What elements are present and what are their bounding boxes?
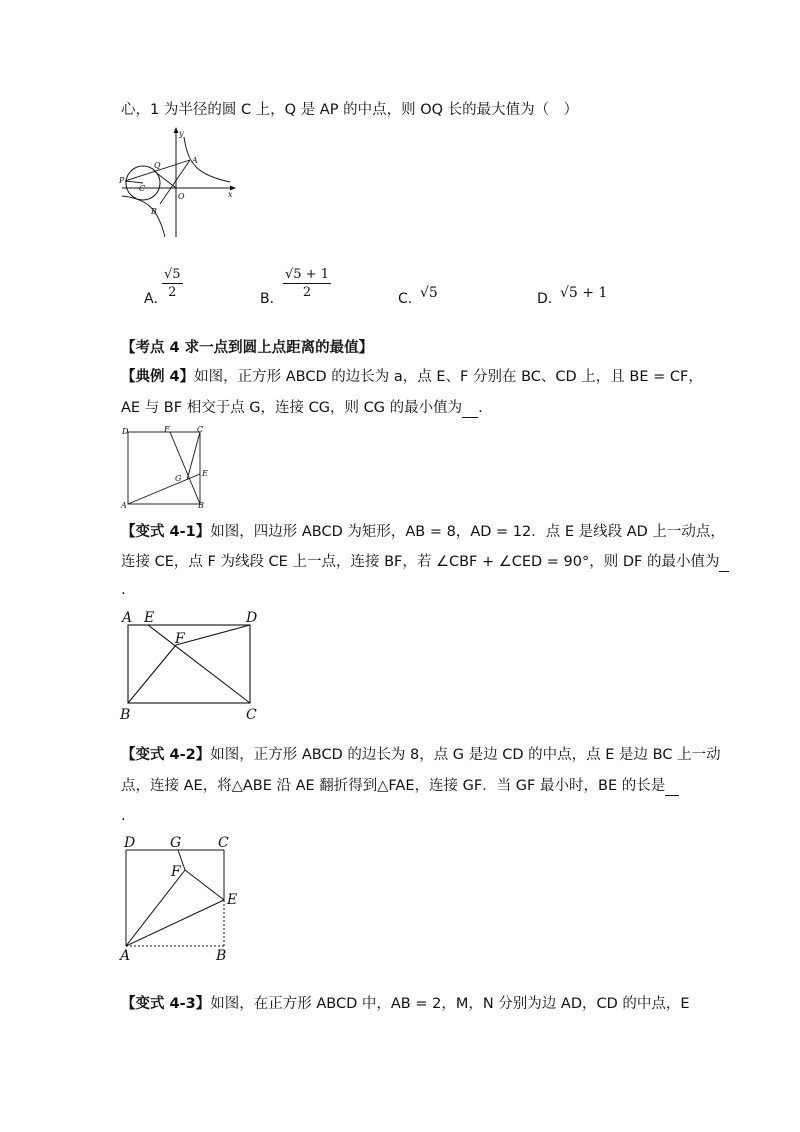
option-a-letter: A． (144, 291, 168, 307)
fig1-label-x: x (228, 190, 233, 199)
fig3-label-f: F (175, 631, 185, 647)
fig4-label-f: F (171, 864, 181, 880)
v42-tag: 【变式 4-2】 (121, 747, 211, 763)
v42-answer-blank (665, 781, 679, 796)
option-d-letter: D． (537, 291, 562, 307)
option-a-numerator: √5 (164, 267, 181, 282)
example4-text-2-end: . (478, 400, 483, 416)
fig2-label-a: A (121, 501, 127, 510)
fig2-label-f: F (164, 425, 170, 434)
v41-tag: 【变式 4-1】 (121, 524, 211, 540)
v41-text-2: 连接 CE，点 F 为线段 CE 上一点，连接 BF，若 ∠CBF + ∠CED = 90°，则 DF 的最小值为 (121, 554, 720, 570)
v43-text-1: 如图，在正方形 ABCD 中，AB = 2，M，N 分别为边 AD，CD 的中点，E (210, 996, 690, 1012)
v41-line-1 (121, 522, 725, 542)
coordinate-circle-figure (118, 125, 238, 240)
fig1-label-o: O (178, 192, 185, 201)
fig4-label-a: A (120, 948, 131, 962)
option-a-fraction (162, 267, 183, 300)
v42-line-2 (121, 776, 679, 796)
fig3-label-a: A (122, 610, 133, 626)
option-c-letter: C． (398, 291, 422, 307)
v42-line-1 (121, 745, 721, 765)
fig3-label-d: D (246, 610, 258, 626)
fig3-label-e: E (144, 610, 155, 626)
v41-text-1: 如图，四边形 ABCD 为矩形，AB = 8，AD = 12．点 E 是线段 AD 上一动点， (210, 524, 725, 540)
fig2-label-e: E (202, 469, 208, 478)
v41-answer-blank (719, 557, 729, 572)
option-b-letter: B． (260, 291, 284, 307)
option-b-denominator: 2 (302, 285, 312, 300)
fig1-label-b: B (151, 207, 157, 216)
section-title: 【考点 4 求一点到圆上点距离的最值】 (121, 340, 374, 356)
example4-line-1 (121, 367, 703, 387)
fig1-label-y: y (179, 129, 184, 138)
example4-text-2: AE 与 BF 相交于点 G，连接 CG，则 CG 的最小值为 (121, 400, 463, 416)
fig4-label-d: D (124, 835, 136, 851)
v43-line-1 (121, 994, 690, 1014)
option-b-fraction (283, 267, 331, 300)
v41-line-2 (121, 552, 729, 572)
question-text-line-1: 心，1 为半径的圆 C 上，Q 是 AP 的中点，则 OQ 长的最大值为（ ） (121, 102, 579, 118)
option-a-denominator: 2 (168, 285, 177, 300)
fig2-label-g: G (175, 474, 182, 483)
v42-text-1: 如图，正方形 ABCD 的边长为 8，点 G 是边 CD 的中点，点 E 是边 BC 上一动 (210, 747, 721, 763)
example4-line-2 (121, 398, 483, 418)
fig4-label-g: G (170, 835, 182, 851)
example4-text-1: 如图，正方形 ABCD 的边长为 a，点 E、F 分别在 BC、CD 上，且 BE = CF， (194, 369, 703, 385)
rectangle-abcd-figure (118, 605, 268, 721)
example4-tag: 【典例 4】 (121, 369, 195, 385)
fig4-label-b: B (216, 948, 227, 962)
fold-square-figure (118, 834, 248, 962)
fig4-label-e: E (227, 892, 238, 908)
fig1-label-p: P (119, 176, 125, 185)
fig1-label-a: A (192, 156, 198, 165)
fig1-label-q: Q (154, 161, 161, 170)
v42-line-3: . (121, 808, 126, 824)
answer-blank (462, 403, 478, 418)
option-c-value: √5 (420, 285, 438, 301)
fig2-label-b: B (198, 501, 204, 510)
option-b-numerator: √5 + 1 (285, 267, 329, 282)
fig2-label-c: C (197, 425, 204, 434)
v42-text-2: 点，连接 AE，将△ABE 沿 AE 翻折得到△FAE，连接 GF．当 GF 最小时，BE 的长是 (121, 778, 666, 794)
fig1-label-c: C (139, 184, 146, 193)
square-abcd-figure (120, 424, 212, 510)
fig3-label-b: B (120, 707, 131, 721)
fig3-label-c: C (246, 707, 257, 721)
v43-tag: 【变式 4-3】 (121, 996, 211, 1012)
fig4-label-c: C (218, 835, 229, 851)
option-d-value: √5 + 1 (560, 285, 608, 301)
v41-line-3: . (121, 582, 126, 598)
fig2-label-d: D (122, 427, 129, 436)
